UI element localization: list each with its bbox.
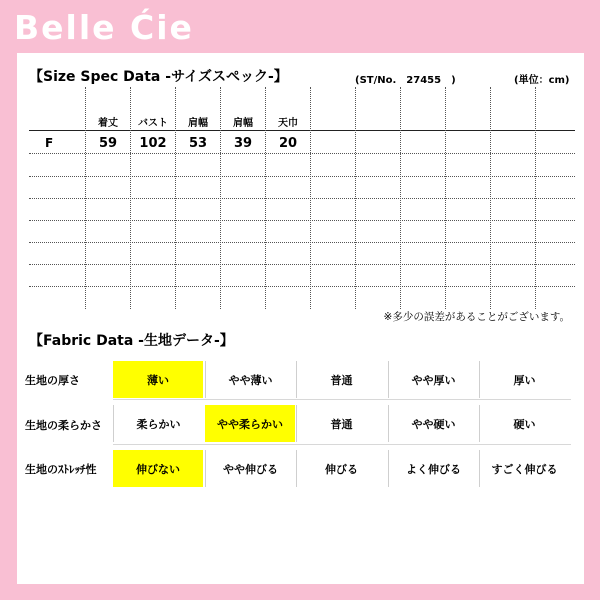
unit-label: (単位：cm) xyxy=(514,75,570,86)
row-divider xyxy=(29,153,575,154)
row-divider xyxy=(29,198,575,199)
thickness-option-thick: 厚い xyxy=(479,361,569,398)
row-divider xyxy=(29,176,575,177)
row-divider xyxy=(29,286,575,287)
softness-option-soft: 柔らかい xyxy=(113,405,203,442)
fabric-thickness-label: 生地の厚さ xyxy=(25,374,80,387)
col-divider xyxy=(445,87,446,309)
tolerance-note: ※多少の誤差があることがございます。 xyxy=(383,311,570,323)
softness-option-slightly-hard: やや硬い xyxy=(388,405,478,442)
spec-card xyxy=(17,53,584,584)
thickness-option-thin: 薄い xyxy=(113,361,203,398)
stretch-option-slight-stretch: やや伸びる xyxy=(205,450,295,487)
value-neck-width: 20 xyxy=(278,136,298,151)
row-divider xyxy=(29,264,575,265)
header-bust: バスト xyxy=(138,118,168,129)
header-divider xyxy=(29,130,575,131)
fabric-row-divider xyxy=(113,444,571,445)
softness-option-hard: 硬い xyxy=(479,405,569,442)
header-length: 着丈 xyxy=(98,118,118,129)
thickness-option-slightly-thick: やや厚い xyxy=(388,361,478,398)
header-shoulder-2: 肩幅 xyxy=(233,118,253,129)
fabric-stretch-label: 生地のｽﾄﾚｯﾁ性 xyxy=(25,463,97,476)
header-shoulder: 肩幅 xyxy=(188,118,208,129)
stretch-option-very-stretchy: すごく伸びる xyxy=(479,450,569,487)
header-neck-width: 天巾 xyxy=(278,118,298,129)
fabric-data-title: 【Fabric Data -生地データ-】 xyxy=(29,333,234,349)
thickness-option-slightly-thin: やや薄い xyxy=(205,361,295,398)
value-length: 59 xyxy=(98,136,118,151)
col-divider xyxy=(400,87,401,309)
value-shoulder-2: 39 xyxy=(233,136,253,151)
value-bust: 102 xyxy=(139,136,167,151)
size-spec-table xyxy=(29,87,575,309)
size-label: F xyxy=(45,136,54,150)
col-divider xyxy=(535,87,536,309)
stretch-option-stretch: 伸びる xyxy=(296,450,386,487)
value-shoulder: 53 xyxy=(188,136,208,151)
size-spec-title: 【Size Spec Data -サイズスペック-】 xyxy=(29,69,288,85)
style-number: (ST/No. 27455 ) xyxy=(355,75,456,86)
softness-option-normal: 普通 xyxy=(296,405,386,442)
brand-logo: Belle Ćie xyxy=(14,8,194,47)
stretch-option-no-stretch: 伸びない xyxy=(113,450,203,487)
col-divider xyxy=(355,87,356,309)
fabric-row-divider xyxy=(113,399,571,400)
thickness-option-normal: 普通 xyxy=(296,361,386,398)
fabric-softness-label: 生地の柔らかさ xyxy=(25,419,102,432)
row-divider xyxy=(29,242,575,243)
softness-option-slightly-soft: やや柔らかい xyxy=(205,405,295,442)
row-divider xyxy=(29,220,575,221)
col-divider xyxy=(490,87,491,309)
stretch-option-good-stretch: よく伸びる xyxy=(388,450,478,487)
col-divider xyxy=(310,87,311,309)
